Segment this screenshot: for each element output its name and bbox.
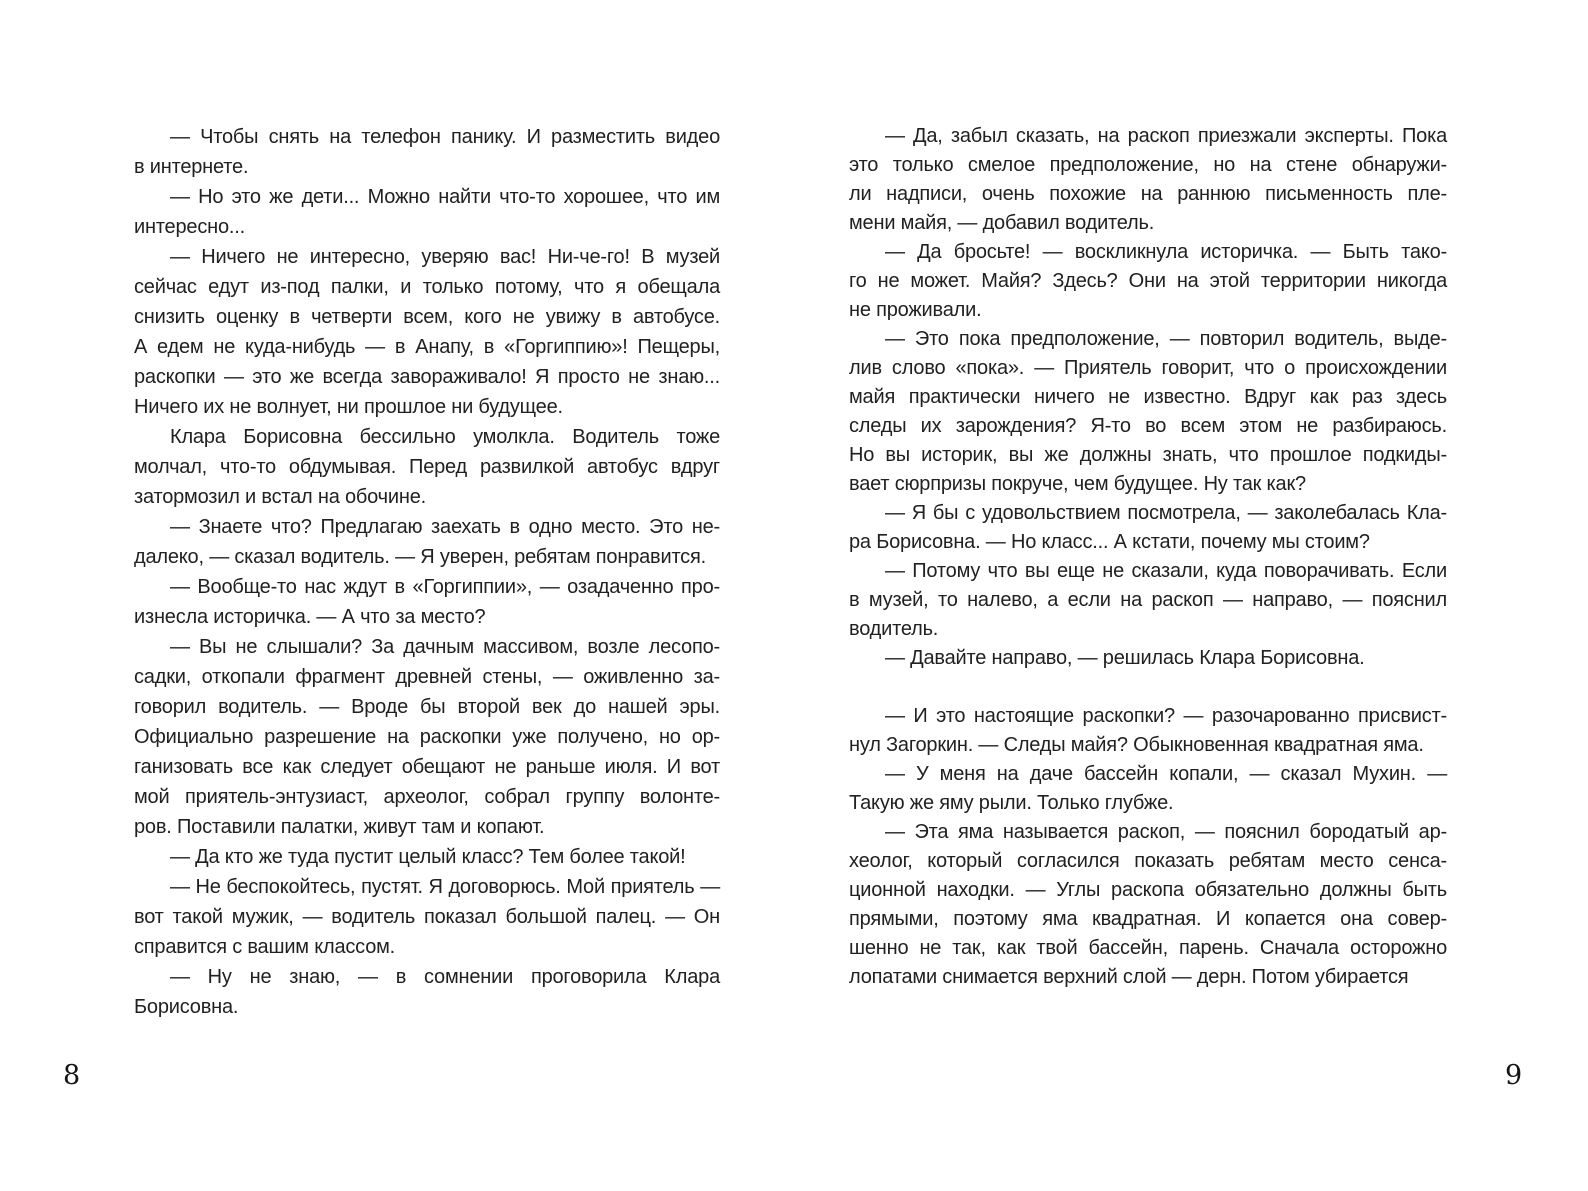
text-line: го не может. Майя? Здесь? Они на этой территории никогда [849,270,1447,292]
text-line: — Эта яма называется раскоп, — пояснил бородатый ар- [885,821,1447,843]
text-line: Клара Борисовна бессильно умолкла. Водитель тоже [170,426,720,448]
text-line: раскопки — это же всегда завораживало! Я просто не знаю... [134,366,720,388]
paragraph [849,122,1447,238]
text-line: — Потому что вы еще не сказали, куда поворачивать. Если [885,560,1447,582]
paragraph [134,422,720,512]
text-line: вает сюрпризы покруче, чем будущее. Ну так как? [849,473,1306,495]
paragraph [134,872,720,962]
left-page-text-column [134,122,720,1022]
text-line: майя практически ничего не известно. Вдруг как раз здесь [849,386,1447,408]
text-line: не проживали. [849,299,982,321]
text-line: ганизовать все как следует обещают не раньше июля. И вот [134,756,720,778]
text-line: — Вообще-то нас ждут в «Горгиппии», — озадаченно про- [170,576,720,598]
paragraph [134,122,720,182]
text-line: лопатами снимается верхний слой — дерн. Потом убирается [849,966,1409,988]
text-line: далеко, — сказал водитель. — Я уверен, ребятам понравится. [134,546,706,568]
text-line: хеолог, который согласился показать ребятам место сенса- [849,850,1447,872]
text-line: А едем не куда-нибудь — в Анапу, в «Горгиппию»! Пещеры, [134,336,720,358]
text-line: Официально разрешение на раскопки уже получено, но ор- [134,726,720,748]
text-line: Ничего их не волнует, ни прошлое ни будущее. [134,396,563,418]
text-line: — Я бы с удовольствием посмотрела, — заколебалась Кла- [885,502,1447,524]
text-line: интересно... [134,216,245,238]
text-line: в интернете. [134,156,249,178]
paragraph [134,512,720,572]
text-line: водитель. [849,618,939,640]
text-line: — Ничего не интересно, уверяю вас! Ни-че-го! В музей [170,246,720,268]
text-line: — Чтобы снять на телефон панику. И разместить видео [170,126,720,148]
text-line: изнесла историчка. — А что за место? [134,606,486,628]
text-line: — Да, забыл сказать, на раскоп приезжали эксперты. Пока [885,125,1447,147]
paragraph [134,572,720,632]
text-line: — Да бросьте! — воскликнула историчка. — Быть тако- [885,241,1447,263]
text-line: — Это пока предположение, — повторил водитель, выде- [885,328,1447,350]
text-line: — У меня на даче бассейн копали, — сказал Мухин. — [885,763,1447,785]
text-line: шенно не так, как твой бассейн, парень. Сначала осторожно [849,937,1447,959]
paragraph [849,557,1447,644]
text-line: следы их зарождения? Я-то во всем этом не разбираюсь. [849,415,1447,437]
text-line: нул Загоркин. — Следы майя? Обыкновенная квадратная яма. [849,734,1424,756]
paragraph [134,842,720,872]
paragraph [134,962,720,1022]
text-line: ли надписи, очень похожие на раннюю письменность пле- [849,183,1447,205]
text-line: мой приятель-энтузиаст, археолог, собрал группу волонте- [134,786,720,808]
paragraph [849,818,1447,992]
text-line: — Но это же дети... Можно найти что-то хорошее, что им [170,186,720,208]
paragraph [849,702,1447,760]
text-line: Но вы историк, вы же должны знать, что прошлое подкиды- [849,444,1447,466]
text-line: прямыми, поэтому яма квадратная. И копается она совер- [849,908,1447,930]
paragraph [849,760,1447,818]
paragraph [849,325,1447,499]
left-page-number: 8 [63,1060,81,1091]
text-line: вот такой мужик, — водитель показал большой палец. — Он [134,906,720,928]
text-line: — Знаете что? Предлагаю заехать в одно место. Это не- [170,516,720,538]
paragraph [134,632,720,842]
text-line: затормозил и встал на обочине. [134,486,426,508]
text-line: — И это настоящие раскопки? — разочарованно присвист- [885,705,1447,727]
text-line: это только смелое предположение, но на стене обнаружи- [849,154,1447,176]
text-line: — Вы не слышали? За дачным массивом, возле лесопо- [170,636,720,658]
text-line: молчал, что-то обдумывая. Перед развилкой автобус вдруг [134,456,720,478]
paragraph [849,499,1447,557]
right-page-text-column [849,122,1447,992]
paragraph [849,238,1447,325]
text-line: садки, откопали фрагмент древней стены, — оживленно за- [134,666,720,688]
text-line: — Ну не знаю, — в сомнении проговорила Клара Борисовна. [134,966,720,1018]
paragraph [134,242,720,422]
text-line: снизить оценку в четверти всем, кого не увижу в автобусе. [134,306,720,328]
text-line: справится с вашим классом. [134,936,396,958]
text-line: Такую же яму рыли. Только глубже. [849,792,1174,814]
text-line: ционной находки. — Углы раскопа обязательно должны быть [849,879,1447,901]
text-line: лив слово «пока». — Приятель говорит, что о происхождении [849,357,1447,379]
paragraph [134,182,720,242]
right-page-number: 9 [1505,1060,1523,1091]
text-line: мени майя, — добавил водитель. [849,212,1155,234]
text-line: ра Борисовна. — Но класс... А кстати, почему мы стоим? [849,531,1370,553]
text-line: сейчас едут из-под палки, и только потому, что я обещала [134,276,720,298]
text-line: — Давайте направо, — решилась Клара Борисовна. [885,647,1365,669]
text-line: — Не беспокойтесь, пустят. Я договорюсь. Мой приятель — [170,876,720,898]
text-line: говорил водитель. — Вроде бы второй век до нашей эры. [134,696,720,718]
text-line: — Да кто же туда пустит целый класс? Тем более такой! [170,846,686,868]
text-line: в музей, то налево, а если на раскоп — направо, — пояснил [849,589,1447,611]
paragraph [849,644,1447,673]
text-line: ров. Поставили палатки, живут там и копают. [134,816,545,838]
